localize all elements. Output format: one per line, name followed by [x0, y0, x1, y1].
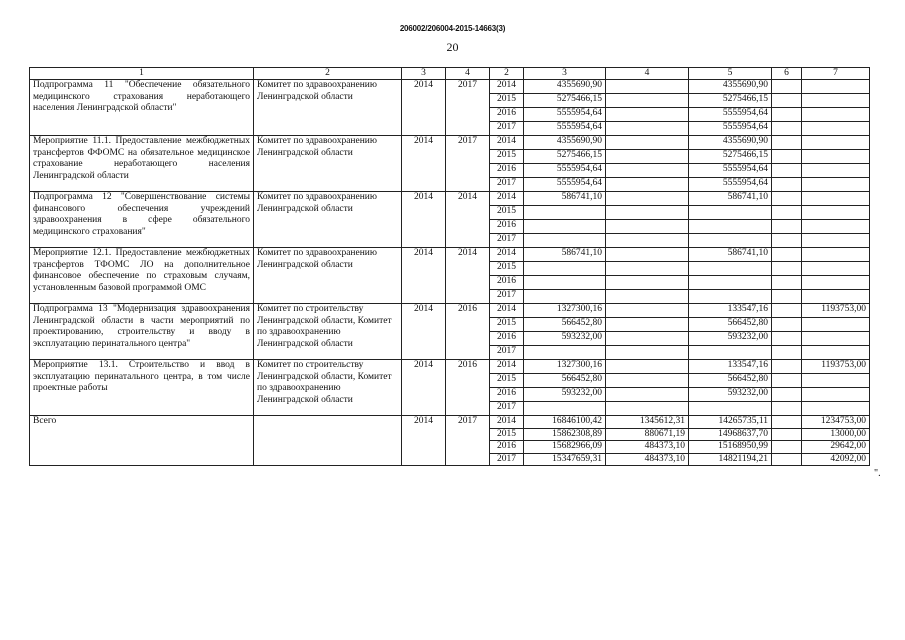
year-cell: 2015 — [490, 262, 524, 276]
other-amount-cell — [802, 94, 870, 108]
total-amount-cell — [524, 220, 606, 234]
end-year-cell: 2016 — [446, 304, 490, 360]
year-cell: 2016 — [490, 332, 524, 346]
other-amount-cell: 29642,00 — [802, 441, 870, 454]
year-cell: 2016 — [490, 164, 524, 178]
other-amount-cell — [802, 206, 870, 220]
total-amount-cell: 4355690,90 — [524, 80, 606, 94]
column-number-header: 1 — [30, 68, 254, 80]
start-year-cell: 2014 — [402, 248, 446, 304]
regional-amount-cell: 593232,00 — [689, 388, 772, 402]
other-amount-cell — [802, 262, 870, 276]
regional-amount-cell: 5275466,15 — [689, 150, 772, 164]
local-amount-cell — [772, 332, 802, 346]
year-cell: 2017 — [490, 453, 524, 466]
local-amount-cell — [772, 136, 802, 150]
year-cell: 2015 — [490, 94, 524, 108]
local-amount-cell — [772, 388, 802, 402]
column-number-header: 5 — [689, 68, 772, 80]
year-cell: 2016 — [490, 441, 524, 454]
start-year-cell: 2014 — [402, 360, 446, 416]
local-amount-cell — [772, 150, 802, 164]
year-cell: 2015 — [490, 428, 524, 441]
column-number-header: 4 — [606, 68, 689, 80]
other-amount-cell — [802, 388, 870, 402]
column-number-header: 7 — [802, 68, 870, 80]
total-amount-cell: 566452,80 — [524, 318, 606, 332]
local-amount-cell — [772, 346, 802, 360]
other-amount-cell — [802, 164, 870, 178]
other-amount-cell — [802, 150, 870, 164]
other-amount-cell — [802, 332, 870, 346]
year-cell: 2017 — [490, 234, 524, 248]
year-cell: 2016 — [490, 220, 524, 234]
regional-amount-cell: 566452,80 — [689, 374, 772, 388]
other-amount-cell — [802, 276, 870, 290]
year-cell: 2016 — [490, 388, 524, 402]
total-amount-cell — [524, 402, 606, 416]
total-amount-cell: 16846100,42 — [524, 416, 606, 429]
year-cell: 2014 — [490, 360, 524, 374]
federal-amount-cell — [606, 318, 689, 332]
local-amount-cell — [772, 234, 802, 248]
federal-amount-cell: 1345612,31 — [606, 416, 689, 429]
local-amount-cell — [772, 108, 802, 122]
federal-amount-cell — [606, 136, 689, 150]
table-row — [30, 136, 870, 150]
column-number-row — [30, 68, 870, 80]
local-amount-cell — [772, 360, 802, 374]
federal-amount-cell — [606, 346, 689, 360]
end-year-cell: 2017 — [446, 136, 490, 192]
other-amount-cell — [802, 178, 870, 192]
table-row — [30, 360, 870, 374]
local-amount-cell — [772, 402, 802, 416]
program-name-cell: Подпрограмма 11 "Обеспечение обязательного медицинского страхования неработающего населения Ленинградской области" — [30, 80, 254, 136]
other-amount-cell: 42092,00 — [802, 453, 870, 466]
budget-table — [29, 67, 870, 466]
total-amount-cell: 15862308,89 — [524, 428, 606, 441]
local-amount-cell — [772, 276, 802, 290]
other-amount-cell — [802, 402, 870, 416]
regional-amount-cell: 586741,10 — [689, 192, 772, 206]
other-amount-cell — [802, 290, 870, 304]
start-year-cell: 2014 — [402, 304, 446, 360]
program-name-cell: Мероприятие 11.1. Предоставление межбюджетных трансфертов ФФОМС на обязательное медицинское страхование неработающего населения Ленинградской области — [30, 136, 254, 192]
federal-amount-cell — [606, 262, 689, 276]
regional-amount-cell — [689, 290, 772, 304]
other-amount-cell — [802, 122, 870, 136]
local-amount-cell — [772, 248, 802, 262]
federal-amount-cell: 484373,10 — [606, 441, 689, 454]
other-amount-cell — [802, 248, 870, 262]
total-amount-cell — [524, 276, 606, 290]
regional-amount-cell: 133547,16 — [689, 360, 772, 374]
page-number: 20 — [446, 40, 459, 54]
local-amount-cell — [772, 80, 802, 94]
federal-amount-cell — [606, 178, 689, 192]
local-amount-cell — [772, 220, 802, 234]
total-amount-cell: 586741,10 — [524, 192, 606, 206]
year-cell: 2017 — [490, 402, 524, 416]
total-amount-cell: 593232,00 — [524, 388, 606, 402]
column-number-header: 2 — [490, 68, 524, 80]
other-amount-cell — [802, 220, 870, 234]
local-amount-cell — [772, 192, 802, 206]
total-amount-cell — [524, 234, 606, 248]
other-amount-cell — [802, 346, 870, 360]
federal-amount-cell — [606, 192, 689, 206]
year-cell: 2014 — [490, 304, 524, 318]
regional-amount-cell: 4355690,90 — [689, 136, 772, 150]
year-cell: 2017 — [490, 290, 524, 304]
federal-amount-cell — [606, 94, 689, 108]
regional-amount-cell: 14265735,11 — [689, 416, 772, 429]
local-amount-cell — [772, 290, 802, 304]
other-amount-cell — [802, 234, 870, 248]
start-year-cell: 2014 — [402, 80, 446, 136]
other-amount-cell — [802, 108, 870, 122]
end-year-cell: 2017 — [446, 416, 490, 466]
regional-amount-cell: 5555954,64 — [689, 122, 772, 136]
regional-amount-cell — [689, 262, 772, 276]
table-row — [30, 192, 870, 206]
federal-amount-cell — [606, 332, 689, 346]
local-amount-cell — [772, 441, 802, 454]
year-cell: 2014 — [490, 248, 524, 262]
local-amount-cell — [772, 262, 802, 276]
year-cell: 2016 — [490, 108, 524, 122]
other-amount-cell: 1193753,00 — [802, 360, 870, 374]
responsible-org-cell — [254, 416, 402, 466]
end-year-cell: 2016 — [446, 360, 490, 416]
federal-amount-cell — [606, 122, 689, 136]
regional-amount-cell: 4355690,90 — [689, 80, 772, 94]
local-amount-cell — [772, 122, 802, 136]
program-name-cell: Всего — [30, 416, 254, 466]
regional-amount-cell: 5275466,15 — [689, 94, 772, 108]
year-cell: 2015 — [490, 206, 524, 220]
year-cell: 2014 — [490, 136, 524, 150]
year-cell: 2014 — [490, 80, 524, 94]
year-cell: 2014 — [490, 192, 524, 206]
local-amount-cell — [772, 428, 802, 441]
regional-amount-cell: 5555954,64 — [689, 178, 772, 192]
responsible-org-cell: Комитет по здравоохранению Ленинградской области — [254, 80, 402, 136]
local-amount-cell — [772, 318, 802, 332]
responsible-org-cell: Комитет по строительству Ленинградской области, Комитет по здравоохранению Ленинградской области — [254, 304, 402, 360]
regional-amount-cell: 586741,10 — [689, 248, 772, 262]
year-cell: 2017 — [490, 178, 524, 192]
regional-amount-cell: 14821194,21 — [689, 453, 772, 466]
start-year-cell: 2014 — [402, 192, 446, 248]
column-number-header: 4 — [446, 68, 490, 80]
year-cell: 2015 — [490, 150, 524, 164]
federal-amount-cell — [606, 220, 689, 234]
program-name-cell: Мероприятие 13.1. Строительство и ввод в эксплуатацию перинатального центра, в том числе проектные работы — [30, 360, 254, 416]
federal-amount-cell — [606, 206, 689, 220]
responsible-org-cell: Комитет по строительству Ленинградской области, Комитет по здравоохранению Ленинградской области — [254, 360, 402, 416]
regional-amount-cell — [689, 220, 772, 234]
end-year-cell: 2014 — [446, 248, 490, 304]
regional-amount-cell: 14968637,70 — [689, 428, 772, 441]
regional-amount-cell: 5555954,64 — [689, 108, 772, 122]
column-number-header: 2 — [254, 68, 402, 80]
other-amount-cell: 13000,00 — [802, 428, 870, 441]
year-cell: 2015 — [490, 374, 524, 388]
program-name-cell: Подпрограмма 12 "Совершенствование системы финансового обеспечения учреждений здравоохранения в сфере обязательного медицинского страхования" — [30, 192, 254, 248]
local-amount-cell — [772, 304, 802, 318]
start-year-cell: 2014 — [402, 136, 446, 192]
total-amount-cell: 5555954,64 — [524, 122, 606, 136]
year-cell: 2017 — [490, 122, 524, 136]
federal-amount-cell: 880671,19 — [606, 428, 689, 441]
total-amount-cell: 5275466,15 — [524, 150, 606, 164]
federal-amount-cell — [606, 276, 689, 290]
other-amount-cell — [802, 374, 870, 388]
local-amount-cell — [772, 416, 802, 429]
local-amount-cell — [772, 164, 802, 178]
responsible-org-cell: Комитет по здравоохранению Ленинградской области — [254, 192, 402, 248]
regional-amount-cell — [689, 402, 772, 416]
federal-amount-cell — [606, 304, 689, 318]
total-amount-cell — [524, 346, 606, 360]
regional-amount-cell: 133547,16 — [689, 304, 772, 318]
federal-amount-cell — [606, 234, 689, 248]
total-amount-cell: 4355690,90 — [524, 136, 606, 150]
total-amount-cell: 15347659,31 — [524, 453, 606, 466]
other-amount-cell — [802, 80, 870, 94]
responsible-org-cell: Комитет по здравоохранению Ленинградской области — [254, 248, 402, 304]
column-number-header: 3 — [524, 68, 606, 80]
end-year-cell: 2014 — [446, 192, 490, 248]
total-amount-cell: 5555954,64 — [524, 178, 606, 192]
start-year-cell: 2014 — [402, 416, 446, 466]
column-number-header: 6 — [772, 68, 802, 80]
responsible-org-cell: Комитет по здравоохранению Ленинградской области — [254, 136, 402, 192]
local-amount-cell — [772, 178, 802, 192]
table-row — [30, 248, 870, 262]
year-cell: 2016 — [490, 276, 524, 290]
closing-mark: ". — [874, 468, 881, 479]
local-amount-cell — [772, 94, 802, 108]
year-cell: 2015 — [490, 318, 524, 332]
regional-amount-cell: 593232,00 — [689, 332, 772, 346]
program-name-cell: Мероприятие 12.1. Предоставление межбюджетных трансфертов ТФОМС ЛО на дополнительное финансовое обеспечение по страховым случаям, установленным базовой программой ОМС — [30, 248, 254, 304]
local-amount-cell — [772, 374, 802, 388]
total-amount-cell: 1327300,16 — [524, 360, 606, 374]
local-amount-cell — [772, 206, 802, 220]
regional-amount-cell: 15168950,99 — [689, 441, 772, 454]
federal-amount-cell — [606, 80, 689, 94]
total-amount-cell: 5275466,15 — [524, 94, 606, 108]
total-amount-cell — [524, 290, 606, 304]
federal-amount-cell — [606, 360, 689, 374]
total-amount-cell: 586741,10 — [524, 248, 606, 262]
other-amount-cell: 1234753,00 — [802, 416, 870, 429]
year-cell: 2014 — [490, 416, 524, 429]
other-amount-cell — [802, 192, 870, 206]
regional-amount-cell: 5555954,64 — [689, 164, 772, 178]
total-amount-cell: 15682966,09 — [524, 441, 606, 454]
local-amount-cell — [772, 453, 802, 466]
program-name-cell: Подпрограмма 13 "Модернизация здравоохранения Ленинградской области в части мероприятий по проектированию, строительству и вводу в эксплуатацию перинатального центра" — [30, 304, 254, 360]
federal-amount-cell — [606, 248, 689, 262]
federal-amount-cell — [606, 388, 689, 402]
document-id: 206002/206004-2015-14663(3) — [399, 24, 506, 33]
total-amount-cell: 593232,00 — [524, 332, 606, 346]
regional-amount-cell — [689, 234, 772, 248]
other-amount-cell — [802, 136, 870, 150]
total-amount-cell: 5555954,64 — [524, 164, 606, 178]
other-amount-cell — [802, 318, 870, 332]
regional-amount-cell: 566452,80 — [689, 318, 772, 332]
regional-amount-cell — [689, 276, 772, 290]
federal-amount-cell — [606, 290, 689, 304]
federal-amount-cell — [606, 164, 689, 178]
total-amount-cell: 5555954,64 — [524, 108, 606, 122]
federal-amount-cell — [606, 150, 689, 164]
total-amount-cell: 1327300,16 — [524, 304, 606, 318]
total-amount-cell: 566452,80 — [524, 374, 606, 388]
table-row — [30, 80, 870, 94]
total-amount-cell — [524, 206, 606, 220]
federal-amount-cell — [606, 108, 689, 122]
federal-amount-cell: 484373,10 — [606, 453, 689, 466]
column-number-header: 3 — [402, 68, 446, 80]
federal-amount-cell — [606, 374, 689, 388]
regional-amount-cell — [689, 346, 772, 360]
other-amount-cell: 1193753,00 — [802, 304, 870, 318]
regional-amount-cell — [689, 206, 772, 220]
end-year-cell: 2017 — [446, 80, 490, 136]
table-row — [30, 416, 870, 429]
table-row — [30, 304, 870, 318]
federal-amount-cell — [606, 402, 689, 416]
total-amount-cell — [524, 262, 606, 276]
year-cell: 2017 — [490, 346, 524, 360]
